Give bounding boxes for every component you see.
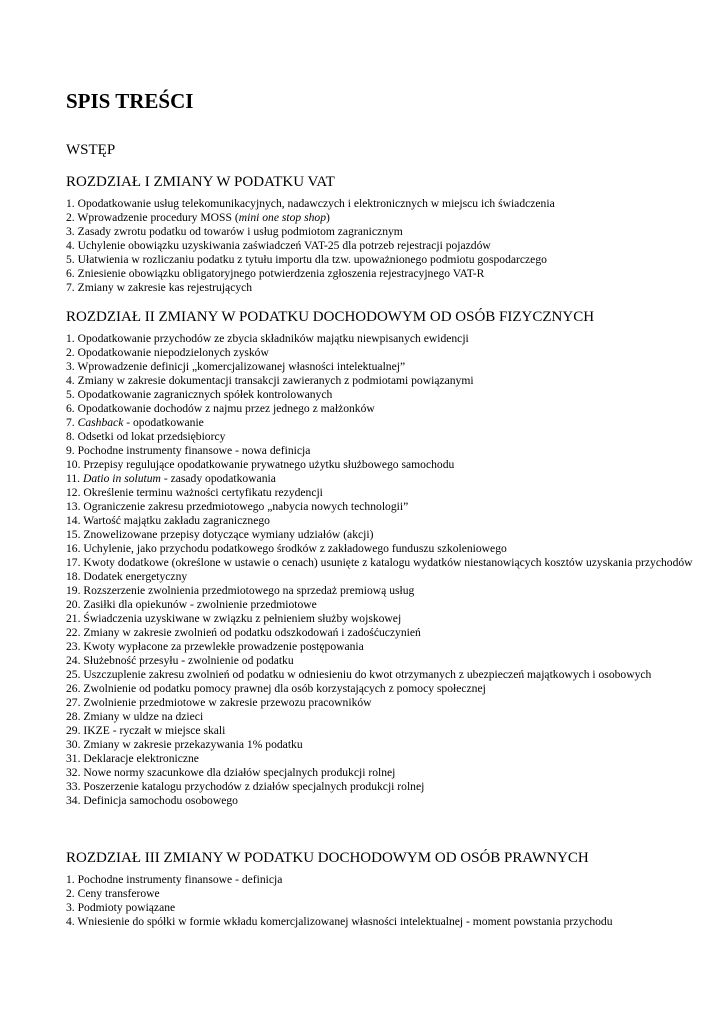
item-number: 17. bbox=[66, 556, 81, 569]
item-text: Pochodne instrumenty finansowe - nowa definicja bbox=[77, 444, 311, 457]
item-number: 34. bbox=[66, 794, 81, 807]
list-item bbox=[66, 253, 706, 267]
list-item bbox=[66, 444, 706, 458]
item-number: 18. bbox=[66, 570, 81, 583]
item-number: 25. bbox=[66, 668, 81, 681]
item-text: Znowelizowane przepisy dotyczące wymiany udziałów (akcji) bbox=[83, 528, 374, 541]
chapter-2-heading: ROZDZIAŁ II ZMIANY W PODATKU DOCHODOWYM OD OSÓB FIZYCZNYCH bbox=[66, 309, 595, 325]
list-item bbox=[66, 570, 706, 584]
item-text: Uchylenie, jako przychodu podatkowego środków z zakładowego funduszu szkoleniowego bbox=[83, 542, 507, 555]
list-item bbox=[66, 640, 706, 654]
item-number: 14. bbox=[66, 514, 81, 527]
item-number: 27. bbox=[66, 696, 81, 709]
list-item bbox=[66, 430, 706, 444]
item-text: Wartość majątku zakładu zagranicznego bbox=[83, 514, 270, 527]
list-item bbox=[66, 780, 706, 794]
list-item bbox=[66, 556, 706, 570]
item-text: Podmioty powiązane bbox=[77, 901, 176, 914]
item-number: 26. bbox=[66, 682, 81, 695]
list-item bbox=[66, 542, 706, 556]
item-number: 1. bbox=[66, 332, 75, 345]
item-number: 29. bbox=[66, 724, 81, 737]
item-text: Świadczenia uzyskiwane w związku z pełnieniem służby wojskowej bbox=[83, 612, 402, 625]
list-item bbox=[66, 528, 706, 542]
item-number: 5. bbox=[66, 388, 75, 401]
list-item bbox=[66, 710, 706, 724]
list-item bbox=[66, 486, 706, 500]
item-number: 13. bbox=[66, 500, 81, 513]
list-item bbox=[66, 416, 706, 430]
item-number: 2. bbox=[66, 346, 75, 359]
item-number: 4. bbox=[66, 374, 75, 387]
item-number: 3. bbox=[66, 901, 75, 914]
list-item bbox=[66, 682, 706, 696]
item-number: 3. bbox=[66, 225, 75, 238]
list-item bbox=[66, 267, 706, 281]
list-item bbox=[66, 901, 706, 915]
chapter-1-heading: ROZDZIAŁ I ZMIANY W PODATKU VAT bbox=[66, 174, 335, 190]
item-text: Zasiłki dla opiekunów - zwolnienie przedmiotowe bbox=[83, 598, 317, 611]
list-item bbox=[66, 887, 706, 901]
intro-heading: WSTĘP bbox=[66, 142, 116, 158]
item-number: 8. bbox=[66, 430, 75, 443]
item-text: Ceny transferowe bbox=[77, 887, 160, 900]
item-number: 6. bbox=[66, 267, 75, 280]
item-number: 7. bbox=[66, 416, 75, 429]
item-number: 19. bbox=[66, 584, 81, 597]
item-text: Nowe normy szacunkowe dla działów specjalnych produkcji rolnej bbox=[83, 766, 396, 779]
list-item bbox=[66, 794, 706, 808]
item-number: 1. bbox=[66, 197, 75, 210]
item-number: 15. bbox=[66, 528, 81, 541]
item-text: ) bbox=[326, 211, 330, 224]
item-text: Ograniczenie zakresu przedmiotowego „nabycia nowych technologii” bbox=[83, 500, 409, 513]
item-number: 9. bbox=[66, 444, 75, 457]
chapter-3 bbox=[66, 849, 706, 929]
item-text: Pochodne instrumenty finansowe - definicja bbox=[77, 873, 283, 886]
item-number: 6. bbox=[66, 402, 75, 415]
list-item bbox=[66, 766, 706, 780]
list-item bbox=[66, 598, 706, 612]
list-item bbox=[66, 514, 706, 528]
item-text: Rozszerzenie zwolnienia przedmiotowego na sprzedaż premiową usług bbox=[83, 584, 415, 597]
item-text: Służebność przesyłu - zwolnienie od podatku bbox=[83, 654, 294, 667]
item-number: 3. bbox=[66, 360, 75, 373]
list-item bbox=[66, 654, 706, 668]
item-number: 5. bbox=[66, 253, 75, 266]
item-italic-text: Datio in solutum bbox=[82, 472, 161, 485]
item-text: Deklaracje elektroniczne bbox=[83, 752, 199, 765]
list-item bbox=[66, 360, 706, 374]
list-item bbox=[66, 626, 706, 640]
list-item bbox=[66, 584, 706, 598]
list-item bbox=[66, 696, 706, 710]
list-item bbox=[66, 388, 706, 402]
item-text: Zasady zwrotu podatku od towarów i usług podmiotom zagranicznym bbox=[77, 225, 403, 238]
item-number: 4. bbox=[66, 915, 75, 928]
list-item bbox=[66, 738, 706, 752]
list-item bbox=[66, 281, 706, 295]
item-number: 32. bbox=[66, 766, 81, 779]
chapter-2 bbox=[66, 308, 706, 808]
list-item bbox=[66, 239, 706, 253]
item-text: Wprowadzenie procedury MOSS ( bbox=[77, 211, 239, 224]
item-number: 7. bbox=[66, 281, 75, 294]
item-text: Określenie terminu ważności certyfikatu rezydencji bbox=[83, 486, 323, 499]
list-item bbox=[66, 374, 706, 388]
item-text: Wprowadzenie definicji „komercjalizowanej własności intelektualnej” bbox=[77, 360, 406, 373]
item-number: 21. bbox=[66, 612, 81, 625]
item-number: 10. bbox=[66, 458, 81, 471]
list-item bbox=[66, 612, 706, 626]
item-text: Przepisy regulujące opodatkowanie prywatnego użytku służbowego samochodu bbox=[83, 458, 455, 471]
item-text: Zniesienie obowiązku obligatoryjnego potwierdzenia zgłoszenia rejestracyjnego VAT-R bbox=[77, 267, 485, 280]
item-text: Ułatwienia w rozliczaniu podatku z tytułu importu dla tzw. upoważnionego podmiotu gospodarczego bbox=[77, 253, 547, 266]
item-number: 12. bbox=[66, 486, 81, 499]
item-number: 20. bbox=[66, 598, 81, 611]
list-item bbox=[66, 668, 706, 682]
chapter-1-items bbox=[66, 197, 706, 295]
item-number: 33. bbox=[66, 780, 81, 793]
chapter-3-heading: ROZDZIAŁ III ZMIANY W PODATKU DOCHODOWYM OD OSÓB PRAWNYCH bbox=[66, 850, 589, 866]
chapter-2-items bbox=[66, 332, 706, 808]
item-text: Kwoty wypłacone za przewlekłe prowadzenie postępowania bbox=[83, 640, 364, 653]
item-text: Zmiany w zakresie zwolnień od podatku odszkodowań i zadośćuczynień bbox=[83, 626, 421, 639]
item-text: Kwoty dodatkowe (określone w ustawie o cenach) usunięte z katalogu wydatków niestanowiących kosztów uzyskania przychodów bbox=[83, 556, 693, 569]
item-text: Zmiany w zakresie przekazywania 1% podatku bbox=[83, 738, 303, 751]
item-number: 4. bbox=[66, 239, 75, 252]
item-number: 23. bbox=[66, 640, 81, 653]
item-number: 24. bbox=[66, 654, 81, 667]
list-item bbox=[66, 472, 706, 486]
item-number: 11. bbox=[66, 472, 81, 485]
list-item bbox=[66, 332, 706, 346]
item-text: Opodatkowanie usług telekomunikacyjnych, nadawczych i elektronicznych w miejscu ich świadczenia bbox=[77, 197, 555, 210]
item-number: 2. bbox=[66, 887, 75, 900]
list-item bbox=[66, 402, 706, 416]
item-number: 30. bbox=[66, 738, 81, 751]
item-text: Zwolnienie od podatku pomocy prawnej dla osób korzystających z pomocy społecznej bbox=[83, 682, 486, 695]
item-text: Uchylenie obowiązku uzyskiwania zaświadczeń VAT-25 dla potrzeb rejestracji pojazdów bbox=[77, 239, 491, 252]
item-text: IKZE - ryczałt w miejsce skali bbox=[83, 724, 226, 737]
item-number: 1. bbox=[66, 873, 75, 886]
item-text: Odsetki od lokat przedsiębiorcy bbox=[77, 430, 226, 443]
page-title: SPIS TREŚCI bbox=[66, 89, 194, 113]
item-text: Zmiany w zakresie dokumentacji transakcji zawieranych z podmiotami powiązanymi bbox=[77, 374, 474, 387]
item-number: 22. bbox=[66, 626, 81, 639]
item-italic-text: mini one stop shop bbox=[238, 211, 326, 224]
chapter-3-items bbox=[66, 873, 706, 929]
list-item bbox=[66, 500, 706, 514]
item-text: Definicja samochodu osobowego bbox=[83, 794, 238, 807]
item-text: Opodatkowanie przychodów ze zbycia składników majątku niewpisanych ewidencji bbox=[77, 332, 469, 345]
chapter-1 bbox=[66, 173, 706, 295]
item-text: - zasady opodatkowania bbox=[160, 472, 276, 485]
list-item bbox=[66, 752, 706, 766]
item-text: Zmiany w zakresie kas rejestrujących bbox=[77, 281, 253, 294]
item-text: Dodatek energetyczny bbox=[83, 570, 188, 583]
list-item bbox=[66, 346, 706, 360]
item-number: 2. bbox=[66, 211, 75, 224]
item-text: Wniesienie do spółki w formie wkładu komercjalizowanej własności intelektualnej - moment powstania przychodu bbox=[77, 915, 613, 928]
item-text: Zmiany w uldze na dzieci bbox=[83, 710, 204, 723]
list-item bbox=[66, 458, 706, 472]
item-text: - opodatkowanie bbox=[123, 416, 204, 429]
list-item bbox=[66, 724, 706, 738]
list-item bbox=[66, 873, 706, 887]
item-text: Uszczuplenie zakresu zwolnień od podatku w odniesieniu do kwot otrzymanych z ubezpieczeń majątkowych i osobowych bbox=[83, 668, 652, 681]
item-text: Opodatkowanie niepodzielonych zysków bbox=[77, 346, 269, 359]
item-number: 28. bbox=[66, 710, 81, 723]
item-italic-text: Cashback bbox=[77, 416, 124, 429]
list-item bbox=[66, 225, 706, 239]
item-text: Opodatkowanie dochodów z najmu przez jednego z małżonków bbox=[77, 402, 375, 415]
list-item bbox=[66, 197, 706, 211]
item-text: Poszerzenie katalogu przychodów z działów specjalnych produkcji rolnej bbox=[83, 780, 425, 793]
item-number: 31. bbox=[66, 752, 81, 765]
item-text: Opodatkowanie zagranicznych spółek kontrolowanych bbox=[77, 388, 333, 401]
item-text: Zwolnienie przedmiotowe w zakresie przewozu pracowników bbox=[83, 696, 372, 709]
list-item bbox=[66, 211, 706, 225]
item-number: 16. bbox=[66, 542, 81, 555]
list-item bbox=[66, 915, 706, 929]
